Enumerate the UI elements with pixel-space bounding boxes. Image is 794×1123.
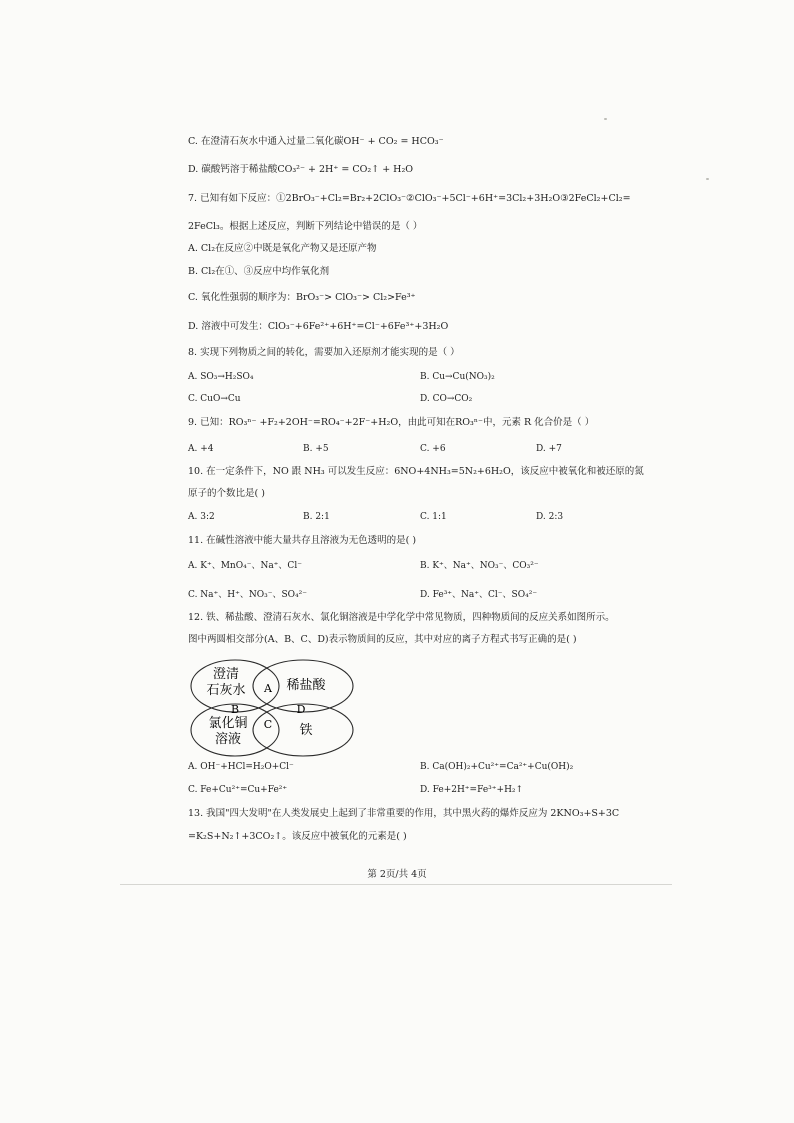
question-8: 8. 实现下列物质之间的转化，需要加入还原剂才能实现的是（ ） (188, 347, 460, 358)
question-10-line2: 原子的个数比是( ) (188, 488, 265, 499)
label-copper-chloride-1: 氯化铜 (208, 716, 248, 731)
option-11d: D. Fe³⁺、Na⁺、Cl⁻、SO₄²⁻ (420, 590, 538, 600)
option-10b: B. 2:1 (303, 512, 330, 522)
option-7a: A. Cl₂在反应②中既是氧化产物又是还原产物 (188, 243, 377, 254)
label-copper-chloride-2: 溶液 (214, 732, 242, 747)
footer-divider (120, 884, 672, 885)
region-d: D (296, 703, 306, 716)
question-12-line1: 12. 铁、稀盐酸、澄清石灰水、氯化铜溶液是中学化学中常见物质，四种物质间的反应关系如图所示。 (188, 612, 615, 623)
option-11b: B. K⁺、Na⁺、NO₃⁻、CO₃²⁻ (420, 561, 539, 571)
question-9: 9. 已知：RO₃ⁿ⁻ +F₂+2OH⁻=RO₄⁻+2F⁻+H₂O，由此可知在RO₃ⁿ⁻中，元素 R 化合价是（ ） (188, 417, 595, 428)
label-hydrochloric-acid: 稀盐酸 (286, 678, 326, 693)
option-8a: A. SO₃→H₂SO₄ (188, 372, 254, 382)
scan-speck (706, 178, 709, 180)
scan-speck (604, 118, 607, 120)
option-9b: B. +5 (303, 444, 329, 454)
option-9d: D. +7 (536, 444, 562, 454)
option-7c: C. 氧化性强弱的顺序为：BrO₃⁻> ClO₃⁻> Cl₂>Fe³⁺ (188, 292, 416, 303)
region-c: C (263, 718, 273, 731)
option-7d: D. 溶液中可发生：ClO₃⁻+6Fe²⁺+6H⁺=Cl⁻+6Fe³⁺+3H₂O (188, 321, 449, 332)
option-8d: D. CO→CO₂ (420, 394, 473, 404)
option-6d: D. 碳酸钙溶于稀盐酸CO₃²⁻ + 2H⁺ = CO₂↑ + H₂O (188, 164, 414, 175)
venn-diagram (188, 658, 358, 758)
page-number: 第 2页/共 4页 (367, 869, 427, 880)
option-8b: B. Cu→Cu(NO₃)₂ (420, 372, 495, 382)
option-12a: A. OH⁻+HCl=H₂O+Cl⁻ (188, 762, 294, 772)
option-11a: A. K⁺、MnO₄⁻、Na⁺、Cl⁻ (188, 561, 302, 571)
label-limewater-1: 澄清 (212, 667, 240, 682)
label-limewater-2: 石灰水 (206, 683, 246, 698)
option-8c: C. CuO→Cu (188, 394, 241, 404)
label-iron: 铁 (299, 723, 313, 738)
option-9c: C. +6 (420, 444, 446, 454)
region-b: B (230, 703, 240, 716)
question-11: 11. 在碱性溶液中能大量共存且溶液为无色透明的是( ) (188, 535, 417, 546)
question-10-line1: 10. 在一定条件下，NO 跟 NH₃ 可以发生反应：6NO+4NH₃=5N₂+6H₂O，该反应中被氧化和被还原的氮 (188, 466, 644, 477)
option-7b: B. Cl₂在①、③反应中均作氧化剂 (188, 266, 330, 277)
question-13-line1: 13. 我国"四大发明"在人类发展史上起到了非常重要的作用，其中黑火药的爆炸反应为 2KNO₃+S+3C (188, 808, 620, 819)
option-12c: C. Fe+Cu²⁺=Cu+Fe²⁺ (188, 785, 288, 795)
option-11c: C. Na⁺、H⁺、NO₃⁻、SO₄²⁻ (188, 590, 307, 600)
region-a: A (264, 682, 272, 695)
option-10d: D. 2:3 (536, 512, 564, 522)
option-6c: C. 在澄清石灰水中通入过量二氧化碳OH⁻ + CO₂ = HCO₃⁻ (188, 136, 444, 147)
question-7-line2: 2FeCl₃。根据上述反应，判断下列结论中错误的是（ ） (188, 221, 423, 232)
option-10c: C. 1:1 (420, 512, 447, 522)
option-9a: A. +4 (188, 444, 214, 454)
question-7-line1: 7. 已知有如下反应：①2BrO₃⁻+Cl₂=Br₂+2ClO₃⁻②ClO₃⁻+5Cl⁻+6H⁺=3Cl₂+3H₂O③2FeCl₂+Cl₂= (188, 193, 631, 204)
option-12b: B. Ca(OH)₂+Cu²⁺=Ca²⁺+Cu(OH)₂ (420, 762, 574, 772)
option-10a: A. 3:2 (188, 512, 215, 522)
question-12-line2: 图中两圆相交部分(A、B、C、D)表示物质间的反应，其中对应的离子方程式书写正确的是( ) (188, 634, 577, 645)
option-12d: D. Fe+2H⁺=Fe³⁺+H₂↑ (420, 785, 524, 795)
question-13-line2: =K₂S+N₂↑+3CO₂↑。该反应中被氧化的元素是( ) (188, 831, 407, 842)
